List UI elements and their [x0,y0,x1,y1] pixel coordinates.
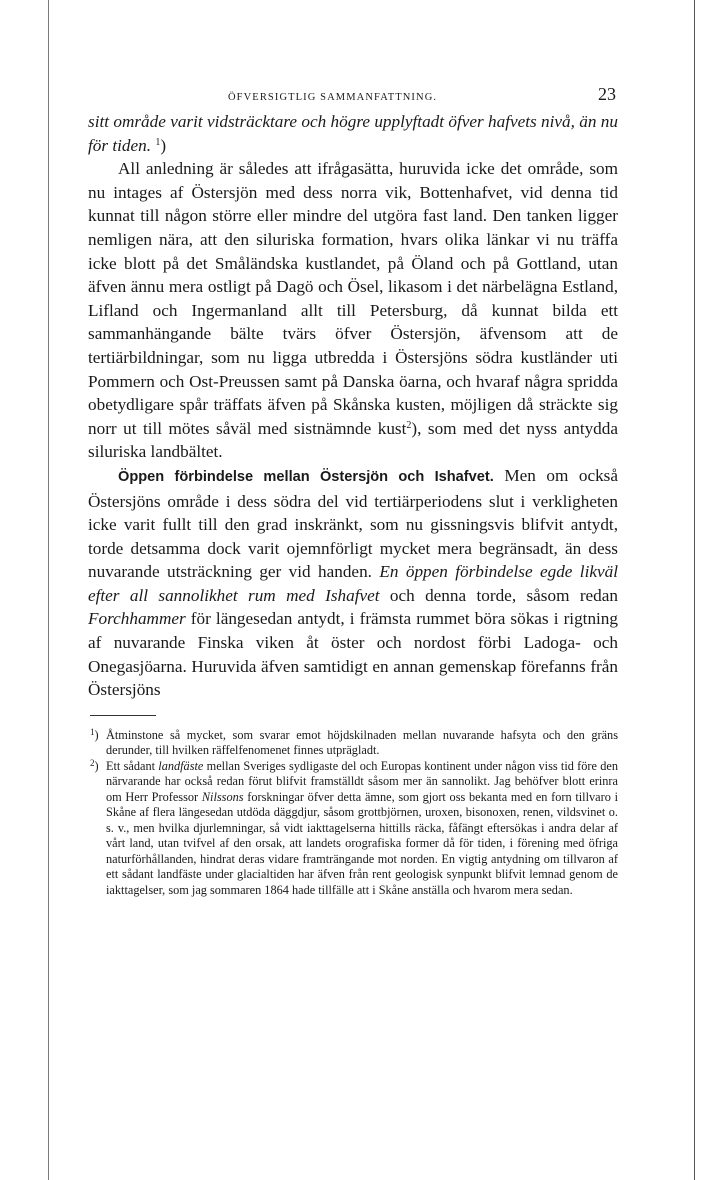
footnote-ref-1: 1 [155,136,161,148]
footnote-1 [88,728,618,759]
page-edge-line-right [694,0,695,1180]
section-italic-forchhammer: Forchhammer [88,609,186,629]
section-text-2: och denna torde, såsom redan [379,585,619,605]
footnote-2-text-b: mellan Sveriges sydligaste del och Europas kontinent under någon viss tid före den närvarande har också redan förut blifvit framställdt såsom mer än sannolikt. Jag behöfver blott erinra om Herr Professor [106,758,618,804]
footnotes [88,728,618,899]
continued-italic-text: sitt område varit vidsträcktare och högre upplyftadt öfver hafvets nivå, än nu för tiden. [88,112,618,155]
paragraph-open-connection [88,464,618,702]
footnote-1-marker [88,728,106,744]
book-page [88,84,618,898]
body-text [88,110,618,702]
footnote-2-text-c: forskningar öfver detta ämne, som gjort oss bekanta med en forn tillvaro i Skåne af flera längesedan utdöda däggdjur, såsom grottbjörnen, uroxen, bisonoxen, renen, vildsvinet o. s. v., men hvilka djurlemningar, så vidt iakttagelserna hittills räcka, fåfängt eftersökas i andra delar af vårt land, utan tvifvel af den orsak, att landets orografiska former då för tiden, i förening med öfriga naturförhållanden, hindrat deras vidare framträngande mot norden. En vigtig antydning om tillvaron af ett sådant landfäste under glacialtiden har äfven från rent geologisk synpunkt blifvit lemnad genom de iakttagelser, som jag sommaren 1864 hade tillfälle att i Skåne anställa och hvarom mera sedan. [106,789,619,897]
section-text-3: för längesedan antydt, i främsta rummet böra sökas i rigtning af nuvarande Finska viken åt öster och nordost förbi Ladoga- och Onegasjöarna. Huruvida äfven samtidigt en annan gemenskap förefanns från Östersjöns [88,609,618,700]
footnote-1-text: Åtminstone så mycket, som svarar emot höjdskilnaden mellan nuvarande hafsyta och den gräns derunder, till hvilken räffelfenomenet finnes utprägladt. [106,727,618,758]
paragraph-continued [88,110,618,157]
section-text-1: Men om också Östersjöns område i dess södra del vid tertiärperiodens slut i verkligheten icke varit fullt till den grad inskränkt, som nu gissningsvis blifvit antydt, torde detsamma dock varit ojemnförligt mycket mera begränsadt, än dess nuvarande utsträckning ger vid handen. [88,465,618,582]
footnote-2-text [106,759,618,899]
footnote-2-number: 2 [90,757,95,768]
footnote-2-marker [88,759,106,775]
paragraph-land-question [88,157,618,464]
page-edge-line-left [48,0,49,1180]
section-italic-1: En öppen förbindelse egde likväl efter all sannolikhet rum med Ishafvet [88,562,618,605]
footnote-2-text-a: Ett sådant [106,758,159,773]
footnote-1-number: 1 [90,726,95,737]
paragraph-land-question-text: All anledning är således att ifrågasätta, huruvida icke det område, som nu intages af Östersjön med dess norra vik, Bottenhafvet, vid denna tid kunnat till någon större eller mindre del utgöra fast land. Den tanken ligger nemligen nära, att den siluriska formation, hvars olika länkar vi nu träffa icke blott på det Småländska kustlandet, på Öland och på Gottland, utan äfven ännu mera ostligt på Dagö och Ösel, likasom i det närbelägna Estland, Lifland och Ingermanland allt till Petersburg, då kunnat bilda ett sammanhängande bälte tvärs öfver Östersjön, äfvensom att de tertiärbildningar, som nu ligga utbredda i Östersjöns södra kustländer uti Pommern och Ost-Preussen samt på Danska öarna, och hvaraf några spridda obetydligare spår träffats äfven på Skånska kusten, möjligen då sträckte sig norr ut till mötes såväl med sistnämnde kust [88,159,618,438]
paragraph-land-question-end: ), som med det nyss antydda siluriska landbältet. [88,418,619,462]
footnote-ref-1-paren: ) [160,135,167,155]
footnote-rule [90,715,156,716]
footnote-ref-2: 2 [406,419,412,431]
footnote-1-paren: ) [94,727,99,742]
footnote-2-paren: ) [94,758,99,773]
footnote-2-italic-landfaste: landfäste [158,758,204,773]
footnote-2-italic-nilssons: Nilssons [201,789,244,804]
running-head: ÖFVERSIGTLIG SAMMANFATTNING. [228,92,438,103]
section-heading: Öppen förbindelse mellan Östersjön och Ishafvet. [118,468,494,485]
footnote-2 [88,759,618,899]
page-header [88,84,618,110]
page-number: 23 [598,84,616,104]
